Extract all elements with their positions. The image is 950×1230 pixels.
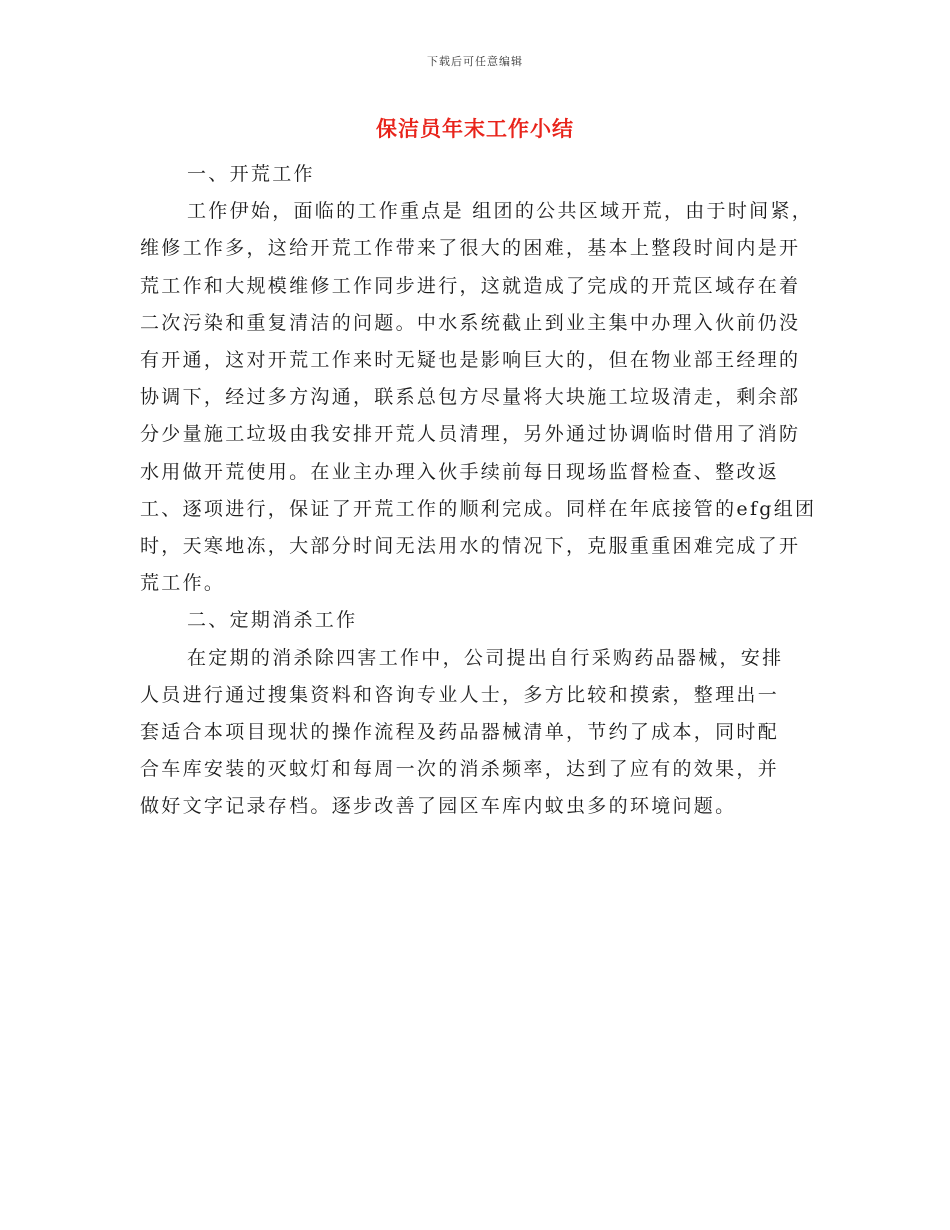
document-body bbox=[140, 156, 820, 826]
section-paragraph-1: 工作伊始，面临的工作重点是 组团的公共区域开荒，由于时间紧，维修工作多，这给开荒工作带来了很大的困难，基本上整段时间内是开荒工作和大规模维修工作同步进行，这就造成了完成的开荒区域存在着二次污染和重复清洁的问题。中水系统截止到业主集中办理入伙前仍没有开通，这对开荒工作来时无疑也是影响巨大的，但在物业部王经理的协调下，经过多方沟通，联系总包方尽量将大块施工垃圾清走，剩余部分少量施工垃圾由我安排开荒人员清理，另外通过协调临时借用了消防水用做开荒使用。在业主办理入伙手续前每日现场监督检查、整改返工、逐项进行，保证了开荒工作的顺利完成。同样在年底接管的efg组团时，天寒地冻，大部分时间无法用水的情况下，克服重重困难完成了开荒工作。 bbox=[140, 200, 817, 595]
document-title: 保洁员年末工作小结 bbox=[376, 116, 574, 141]
header-note: 下载后可任意编辑 bbox=[427, 55, 523, 68]
section-heading-2: 二、定期消杀工作 bbox=[187, 609, 358, 632]
section-paragraph-2: 在定期的消杀除四害工作中，公司提出自行采购药品器械，安排人员进行通过搜集资料和咨询专业人士，多方比较和摸索，整理出一套适合本项目现状的操作流程及药品器械清单，节约了成本，同时配合车库安装的灭蚊灯和每周一次的消杀频率，达到了应有的效果，并做好文字记录存档。逐步改善了园区车库内蚊虫多的环境问题。 bbox=[140, 646, 784, 818]
section-heading-1: 一、开荒工作 bbox=[187, 163, 315, 185]
